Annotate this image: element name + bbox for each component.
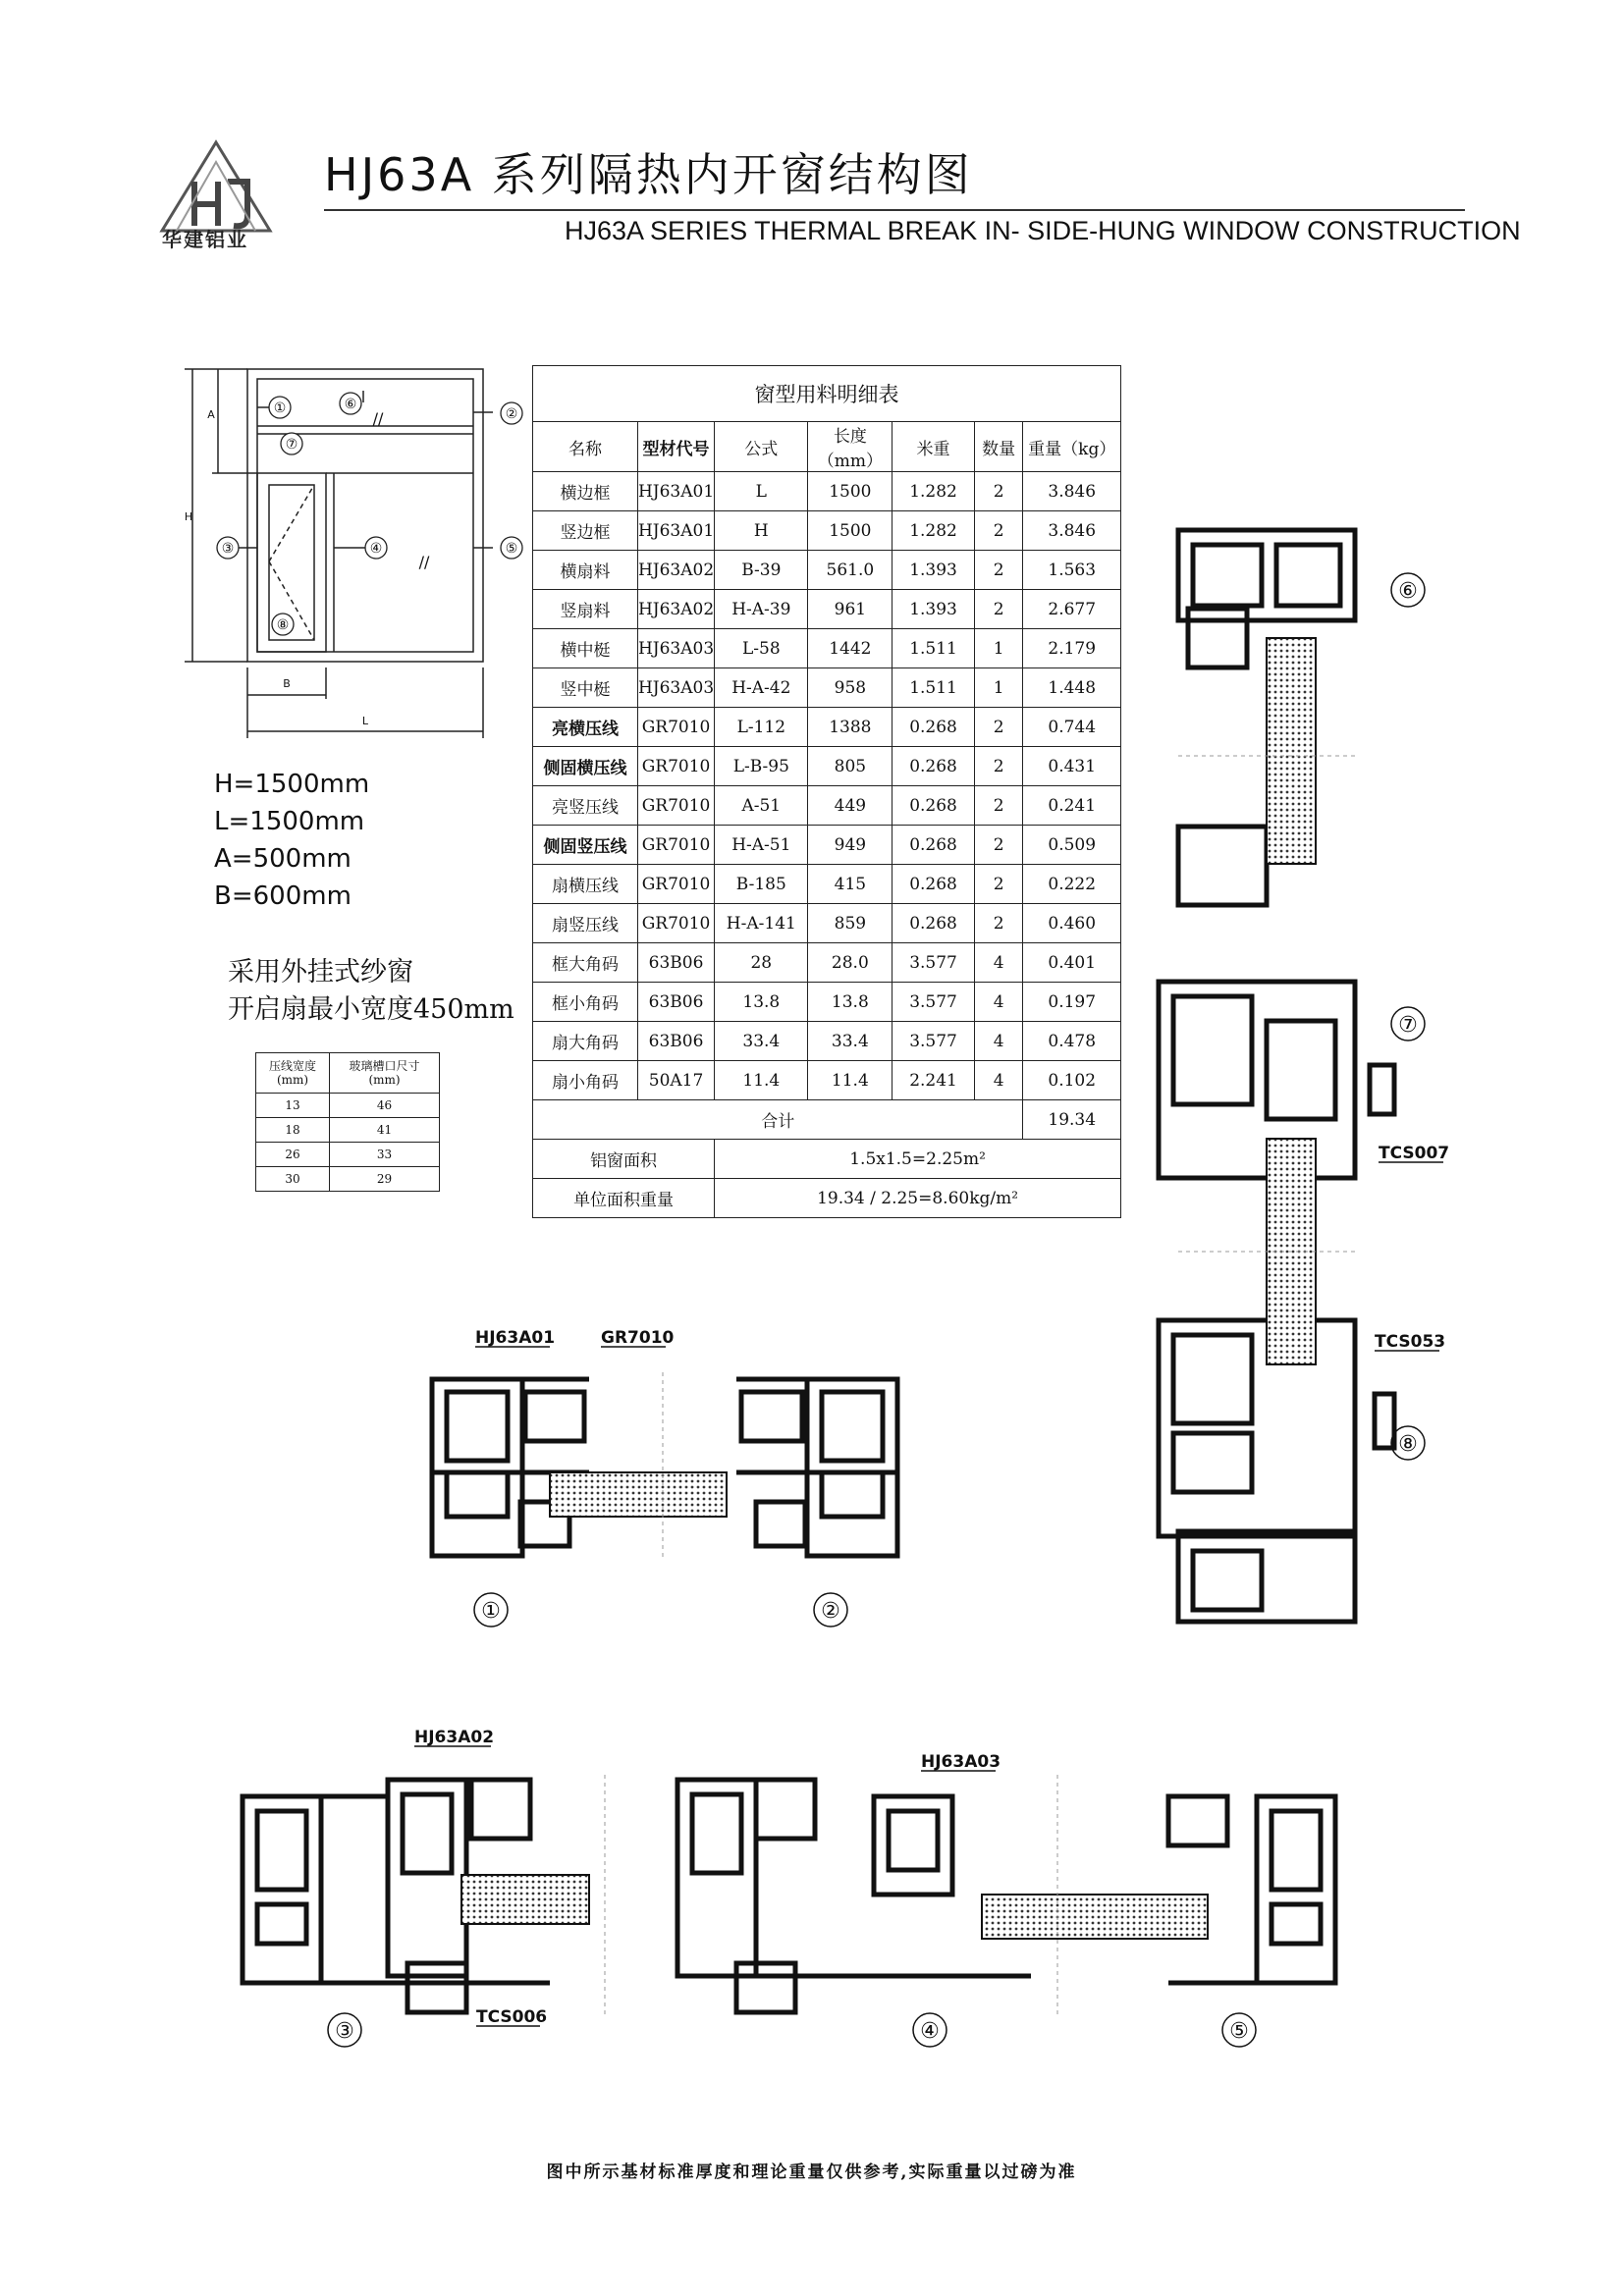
table-cell: 13.8 [715,983,808,1022]
table-cell: GR7010 [637,786,714,826]
table-cell: 1.282 [893,472,975,511]
note-min-width: 开启扇最小宽度450mm [228,994,514,1025]
table-cell: GR7010 [637,708,714,747]
table-cell: 13.8 [808,983,893,1022]
table-cell: GR7010 [637,904,714,943]
table-cell: 0.268 [893,786,975,826]
table-cell: 958 [808,668,893,708]
spec-B: B=600mm [214,881,352,911]
material-table-header: 公式 [715,422,808,472]
window-area-label: 铝窗面积 [533,1140,715,1179]
table-cell: 0.268 [893,747,975,786]
table-cell: 亮竖压线 [533,786,638,826]
material-table-header: 名称 [533,422,638,472]
table-cell: 63B06 [637,983,714,1022]
table-cell: B-185 [715,865,808,904]
unit-weight-value: 19.34 / 2.25=8.60kg/m² [715,1179,1121,1218]
table-cell: 1.282 [893,511,975,551]
table-cell: 1.511 [893,668,975,708]
marker-8: ⑧ [276,617,290,633]
section-marker-2: ② [821,1599,840,1624]
table-cell: HJ63A02 [637,590,714,629]
table-cell: L-58 [715,629,808,668]
table-cell: 1.448 [1023,668,1121,708]
table-cell: H [715,511,808,551]
marker-4: ④ [369,541,383,557]
table-cell: H-A-51 [715,826,808,865]
marker-2: ② [505,406,518,422]
table-cell: 33.4 [715,1022,808,1061]
table-cell: HJ63A02 [637,551,714,590]
table-cell: 0.197 [1023,983,1121,1022]
label-TCS007: TCS007 [1379,1144,1450,1163]
label-HJ63A02: HJ63A02 [414,1728,495,1747]
section-marker-7: ⑦ [1398,1013,1418,1038]
table-cell: A-51 [715,786,808,826]
label-TCS006: TCS006 [476,2007,548,2027]
table-cell: 0.268 [893,865,975,904]
table-cell: HJ63A01 [637,472,714,511]
table-cell: 33.4 [808,1022,893,1061]
table-cell: 2.179 [1023,629,1121,668]
table-cell: 1.511 [893,629,975,668]
marker-6: ⑥ [344,397,357,412]
note-screen: 采用外挂式纱窗 [228,957,413,988]
table-cell: 805 [808,747,893,786]
section-marker-1: ① [481,1599,501,1624]
table-cell: HJ63A01 [637,511,714,551]
table-cell: 63B06 [637,1022,714,1061]
page-subtitle: HJ63A SERIES THERMAL BREAK IN- SIDE-HUNG WINDOW CONSTRUCTION [565,216,1521,245]
label-HJ63A01: HJ63A01 [475,1328,556,1348]
table-cell: 0.102 [1023,1061,1121,1100]
label-GR7010: GR7010 [601,1328,675,1348]
table-cell: 13 [256,1094,330,1118]
marker-3: ③ [221,541,235,557]
table-cell: 4 [974,1022,1023,1061]
table-cell: HJ63A03 [637,668,714,708]
table-cell: GR7010 [637,826,714,865]
table-cell: H-A-141 [715,904,808,943]
section-marker-3: ③ [335,2019,354,2044]
table-cell: 2 [974,708,1023,747]
table-cell: 449 [808,786,893,826]
table-cell: 1 [974,629,1023,668]
section-7 [1159,827,1394,1178]
table-cell: 46 [330,1094,440,1118]
table-cell: 0.241 [1023,786,1121,826]
table-cell: 0.268 [893,904,975,943]
table-cell: 3.846 [1023,511,1121,551]
table-cell: 1.393 [893,551,975,590]
table-cell: 框大角码 [533,943,638,983]
table-cell: 3.846 [1023,472,1121,511]
table-cell: 29 [330,1167,440,1192]
dim-L-label: L [361,715,369,727]
table-cell: 4 [974,943,1023,983]
material-table-header: 长度（mm） [808,422,893,472]
table-cell: 侧固横压线 [533,747,638,786]
table-cell: 63B06 [637,943,714,983]
table-cell: 0.744 [1023,708,1121,747]
table-cell: 扇竖压线 [533,904,638,943]
table-cell: L-B-95 [715,747,808,786]
table-cell: 11.4 [808,1061,893,1100]
total-value: 19.34 [1023,1100,1121,1140]
table-cell: 0.478 [1023,1022,1121,1061]
table-cell: 3.577 [893,983,975,1022]
marker-7: ⑦ [285,437,298,453]
table-cell: 亮横压线 [533,708,638,747]
table-cell: 859 [808,904,893,943]
spec-L: L=1500mm [214,807,365,836]
table-cell: 26 [256,1143,330,1167]
table-cell: 30 [256,1167,330,1192]
material-table-title: 窗型用料明细表 [533,366,1121,422]
glass-table-header: 玻璃槽口尺寸 (mm) [330,1053,440,1094]
table-cell: 2 [974,865,1023,904]
table-cell: 扇小角码 [533,1061,638,1100]
material-table-header: 数量 [974,422,1023,472]
table-cell: L-112 [715,708,808,747]
material-table-header: 型材代号 [637,422,714,472]
table-cell: GR7010 [637,747,714,786]
table-cell: 18 [256,1118,330,1143]
section-4 [677,1780,1031,2012]
table-cell: 1500 [808,511,893,551]
table-cell: 0.460 [1023,904,1121,943]
table-cell: 3.577 [893,943,975,983]
spec-H: H=1500mm [214,770,370,799]
section-marker-8: ⑧ [1398,1432,1418,1457]
table-cell: H-A-42 [715,668,808,708]
label-HJ63A03: HJ63A03 [921,1752,1001,1772]
table-cell: 561.0 [808,551,893,590]
marker-5: ⑤ [505,541,518,557]
material-table-header: 重量（kg） [1023,422,1121,472]
table-cell: 0.401 [1023,943,1121,983]
table-cell: 0.268 [893,708,975,747]
unit-weight-label: 单位面积重量 [533,1179,715,1218]
table-cell: 1388 [808,708,893,747]
table-cell: 0.268 [893,826,975,865]
table-cell: 28.0 [808,943,893,983]
footer-note: 图中所示基材标准厚度和理论重量仅供参考,实际重量以过磅为准 [546,2163,1077,2182]
table-cell: 3.577 [893,1022,975,1061]
table-cell: 扇横压线 [533,865,638,904]
section-8 [1159,1320,1394,1622]
table-cell: 0.431 [1023,747,1121,786]
table-cell: 框小角码 [533,983,638,1022]
table-cell: 1500 [808,472,893,511]
total-label: 合计 [533,1100,1023,1140]
table-cell: 50A17 [637,1061,714,1100]
glass-table-header: 压线宽度 (mm) [256,1053,330,1094]
section-marker-6: ⑥ [1398,579,1418,604]
dim-H-label: H [184,510,193,523]
table-cell: 横中梃 [533,629,638,668]
table-cell: 竖扇料 [533,590,638,629]
table-cell: 41 [330,1118,440,1143]
section-2 [736,1379,897,1556]
section-5 [1168,1796,1335,1983]
table-cell: 0.222 [1023,865,1121,904]
table-cell: 2 [974,786,1023,826]
label-TCS053: TCS053 [1375,1332,1446,1352]
table-cell: 2 [974,747,1023,786]
table-cell: GR7010 [637,865,714,904]
table-cell: 28 [715,943,808,983]
table-cell: 0.509 [1023,826,1121,865]
section-marker-5: ⑤ [1229,2019,1249,2044]
table-cell: 949 [808,826,893,865]
table-cell: 竖中梃 [533,668,638,708]
section-marker-4: ④ [920,2019,940,2044]
table-cell: 2 [974,551,1023,590]
table-cell: 横扇料 [533,551,638,590]
window-area-value: 1.5x1.5=2.25m² [715,1140,1121,1179]
table-cell: 11.4 [715,1061,808,1100]
dim-B-label: B [283,677,291,690]
table-cell: 961 [808,590,893,629]
table-cell: HJ63A03 [637,629,714,668]
table-cell: 1442 [808,629,893,668]
table-cell: 横边框 [533,472,638,511]
table-cell: 2 [974,826,1023,865]
table-cell: 1.563 [1023,551,1121,590]
glass-hatch: // [372,409,384,428]
table-cell: 1.393 [893,590,975,629]
material-table-header: 米重 [893,422,975,472]
table-cell: L [715,472,808,511]
table-cell: 扇大角码 [533,1022,638,1061]
section-1 [432,1379,589,1556]
table-cell: 2 [974,590,1023,629]
logo-text: 华建铝业 [162,228,248,251]
table-cell: 33 [330,1143,440,1167]
table-cell: 2 [974,472,1023,511]
table-cell: B-39 [715,551,808,590]
table-cell: 侧固竖压线 [533,826,638,865]
table-cell: 415 [808,865,893,904]
table-cell: 2 [974,511,1023,551]
table-cell: 2.677 [1023,590,1121,629]
table-cell: 4 [974,1061,1023,1100]
table-cell: 1 [974,668,1023,708]
table-cell: 2 [974,904,1023,943]
table-cell: 竖边框 [533,511,638,551]
table-cell: 4 [974,983,1023,1022]
marker-1: ① [273,400,287,416]
page-title: HJ63A 系列隔热内开窗结构图 [324,148,973,201]
table-cell: H-A-39 [715,590,808,629]
table-cell: 2.241 [893,1061,975,1100]
glass-hatch: // [418,553,430,571]
spec-A: A=500mm [214,844,352,874]
dim-A-label: A [207,408,215,421]
